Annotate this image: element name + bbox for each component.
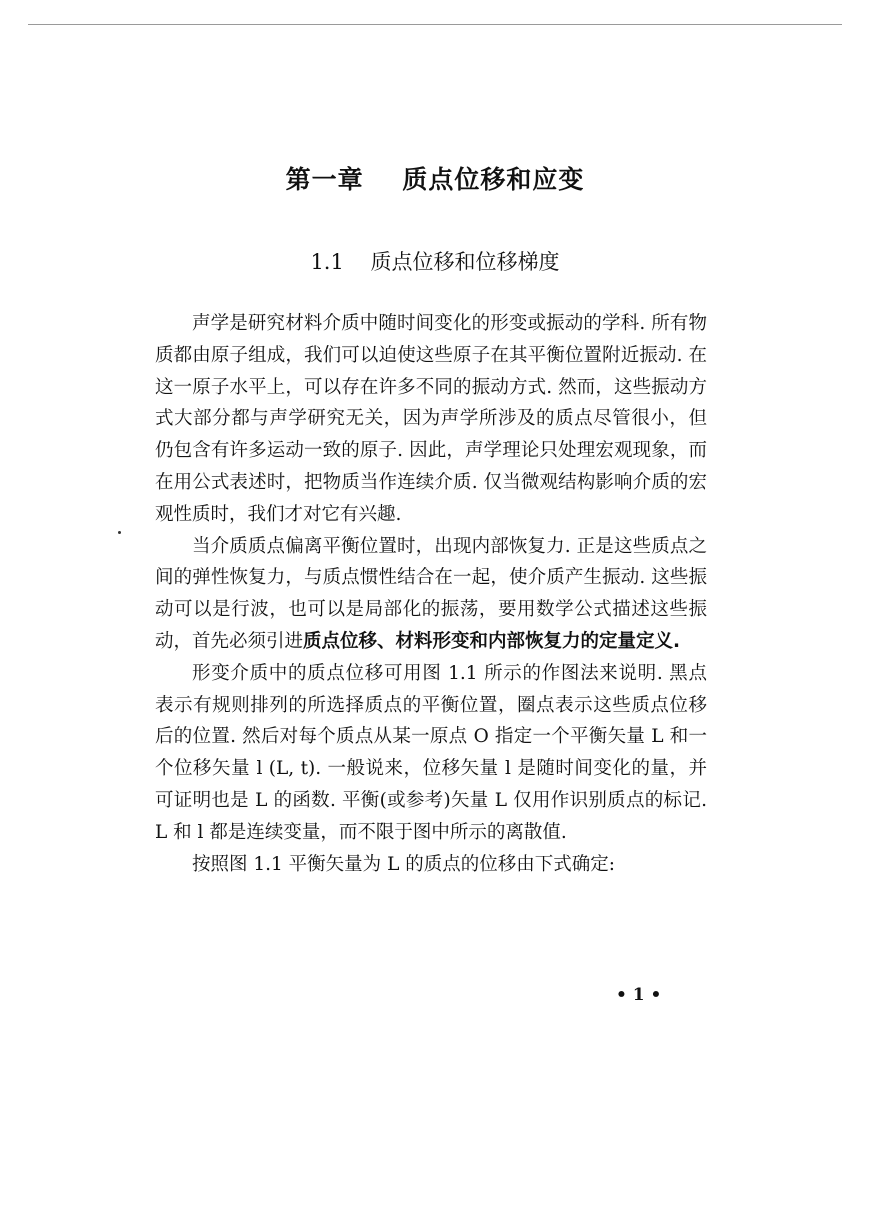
top-rule (28, 24, 842, 25)
paragraph-3: 形变介质中的质点位移可用图 1.1 所示的作图法来说明. 黑点表示有规则排列的所选择质点的平衡位置，圈点表示这些质点位移后的位置. 然后对每个质点从某一原点 O 指定一个平衡矢量 L 和一个位移矢量 l (L, t). 一般说来，位移矢量 l 是随时间变化的量，并可证明也是 L 的函数. 平衡(或参考)矢量 L 仅用作识别质点的标记. L 和 l 都是连续变量，而不限于图中所示的离散值. (155, 662, 707, 843)
paragraph-1: 声学是研究材料介质中随时间变化的形变或振动的学科. 所有物质都由原子组成，我们可以迫使这些原子在其平衡位置附近振动. 在这一原子水平上，可以存在许多不同的振动方式. 然而，这些振动方式大部分都与声学研究无关，因为声学所涉及的质点尽管很小，但仍包含有许多运动一致的原子. 因此，声学理论只处理宏观现象，而在用公式表述时，把物质当作连续介质. 仅当微观结构影响介质的宏观性质时，我们才对它有兴趣. (155, 313, 707, 525)
paragraph-4: 按照图 1.1 平衡矢量为 L 的质点的位移由下式确定: (192, 853, 615, 875)
paragraph-2 (155, 531, 707, 658)
paragraph-2-text: 当介质质点偏离平衡位置时，出现内部恢复力. 正是这些质点之间的弹性恢复力，与质点惯性结合在一起，使介质产生振动. 这些振动可以是行波，也可以是局部化的振荡，要用数学公式描述这些振动，首先必须引进 (155, 535, 707, 652)
paragraph-2-bold: 质点位移、材料形变和内部恢复力的定量定义. (303, 630, 681, 652)
section-title: 1.1 质点位移和位移梯度 (310, 250, 560, 274)
page-number: • 1 • (616, 985, 662, 1005)
chapter-title: 第一章 质点位移和应变 (285, 165, 585, 194)
body-text (155, 308, 707, 880)
scan-speck (118, 531, 121, 534)
